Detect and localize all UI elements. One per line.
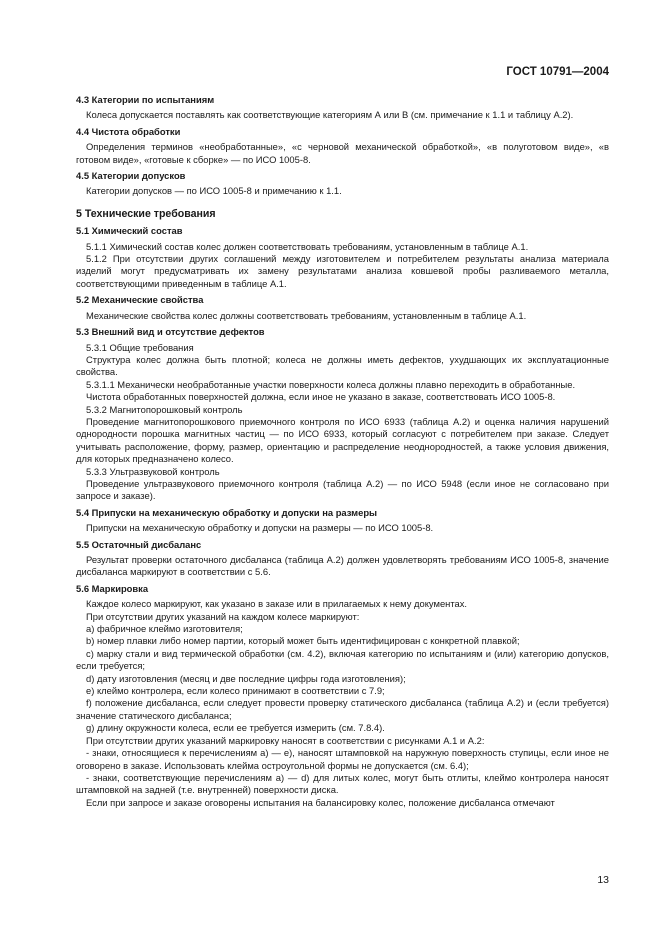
paragraph: 5.3.1.1 Механически необработанные участки поверхности колеса должны плавно переходить в обработанные. [86, 378, 576, 390]
section-5-4-heading: 5.4 Припуски на механическую обработку и допуски на размеры [76, 506, 378, 518]
section-5-2-heading: 5.2 Механические свойства [76, 294, 204, 306]
paragraph: Определения терминов «необработанные», «с черновой механической обработкой», «в полуготовом виде», «в готовом виде», «готовые к сборке» — по ИСО 1005-8. [76, 141, 609, 165]
paragraph: 5.3.1 Общие требования [86, 341, 194, 353]
list-item: f) положение дисбаланса, если следует провести проверку статического дисбаланса (таблица А.2) и (если требуется) значение статического дисбаланса; [76, 697, 609, 721]
paragraph: Категории допусков — по ИСО 1005-8 и примечанию к 1.1. [86, 185, 342, 197]
paragraph: Припуски на механическую обработку и допуски на размеры — по ИСО 1005-8. [86, 522, 434, 534]
list-item: - знаки, относящиеся к перечислениям а) — е), наносят штамповкой на наружную поверхность ступицы, если иное не оговорено в заказе. Использовать клейма остроугольной формы не допускается (см. 6.4); [76, 747, 609, 771]
section-4-4-heading: 4.4 Чистота обработки [76, 125, 181, 137]
paragraph: Механические свойства колес должны соответствовать требованиям, установленным в таблице А.1. [86, 309, 527, 321]
page-number: 13 [597, 874, 609, 886]
paragraph: 5.1.1 Химический состав колес должен соответствовать требованиям, установленным в таблице А.1. [86, 240, 529, 252]
paragraph: Если при запросе и заказе оговорены испытания на балансировку колес, положение дисбаланса отмечают [86, 796, 555, 808]
section-4-3-heading: 4.3 Категории по испытаниям [76, 94, 215, 105]
section-4-5-heading: 4.5 Категории допусков [76, 170, 186, 182]
section-5-6-heading: 5.6 Маркировка [76, 582, 149, 594]
paragraph: Структура колес должна быть плотной; колеса не должны иметь дефектов, ухудшающих их эксплуатационные свойства. [76, 353, 609, 378]
section-5-3-heading: 5.3 Внешний вид и отсутствие дефектов [76, 326, 265, 338]
section-5-1-heading: 5.1 Химический состав [76, 225, 183, 237]
paragraph: Каждое колесо маркируют, как указано в заказе или в прилагаемых к нему документах. [86, 598, 468, 610]
paragraph: Проведение ультразвукового приемочного контроля (таблица А.2) — по ИСО 5948 (если иное не согласовано при запросе и заказе). [76, 477, 609, 502]
paragraph: Результат проверки остаточного дисбаланса (таблица А.2) должен удовлетворять требованиям ИСО 1005-8, значение дисбаланса маркируют в соответствии с 5.6. [76, 554, 609, 578]
paragraph: Чистота обработанных поверхностей должна, если иное не указано в заказе, соответствовать ИСО 1005-8. [86, 391, 556, 403]
list-item: е) клеймо контролера, если колесо принимают в соответствии с 7.9; [86, 685, 385, 697]
list-item: b) номер плавки либо номер партии, который может быть идентифицирован с конкретной плавкой; [86, 635, 520, 647]
paragraph: 5.3.3 Ультразвуковой контроль [86, 465, 220, 477]
paragraph: Проведение магнитопорошкового приемочного контроля по ИСО 6933 (таблица А.2) и оценка наличия нарушений однородности порошка магнитных частиц — по ИСО 6933, который согласуют с потребителем при заказе. Следует учитывать расположение, форму, размер, ориентацию и распределение неоднородностей, а также условия движения, для которых предназначено колесо. [76, 415, 609, 465]
section-5-heading: 5 Технические требования [76, 207, 216, 220]
paragraph: 5.3.2 Магнитопорошковый контроль [86, 403, 243, 415]
list-item: d) дату изготовления (месяц и две последние цифры года изготовления); [86, 672, 406, 684]
list-item: - знаки, соответствующие перечислениям а) — d) для литых колес, могут быть отлиты, клеймо контролера наносят штамповкой на задней (т.е. внутренней) поверхности диска. [76, 771, 609, 796]
document-body [76, 90, 609, 809]
list-item: с) марку стали и вид термической обработки (см. 4.2), включая категорию по испытаниям и (или) категорию допусков, если требуется; [76, 647, 609, 672]
list-item: а) фабричное клеймо изготовителя; [86, 623, 243, 635]
paragraph: Колеса допускается поставлять как соответствующие категориям А или В (см. примечание к 1.1 и таблицу А.2). [86, 109, 574, 121]
paragraph: 5.1.2 При отсутствии других соглашений между изготовителем и потребителем результаты анализа материала изделий могут предусматривать их замену результатами анализа ковшевой пробы разливаемого металла, соответствующими приведенным в таблице А.1. [76, 253, 609, 289]
document-header: ГОСТ 10791—2004 [506, 66, 609, 78]
paragraph: При отсутствии других указаний на каждом колесе маркируют: [86, 610, 360, 622]
section-5-5-heading: 5.5 Остаточный дисбаланс [76, 538, 202, 550]
paragraph: При отсутствии других указаний маркировку наносят в соответствии с рисунками А.1 и А.2: [86, 734, 485, 746]
list-item: g) длину окружности колеса, если ее требуется измерить (см. 7.8.4). [86, 722, 385, 734]
